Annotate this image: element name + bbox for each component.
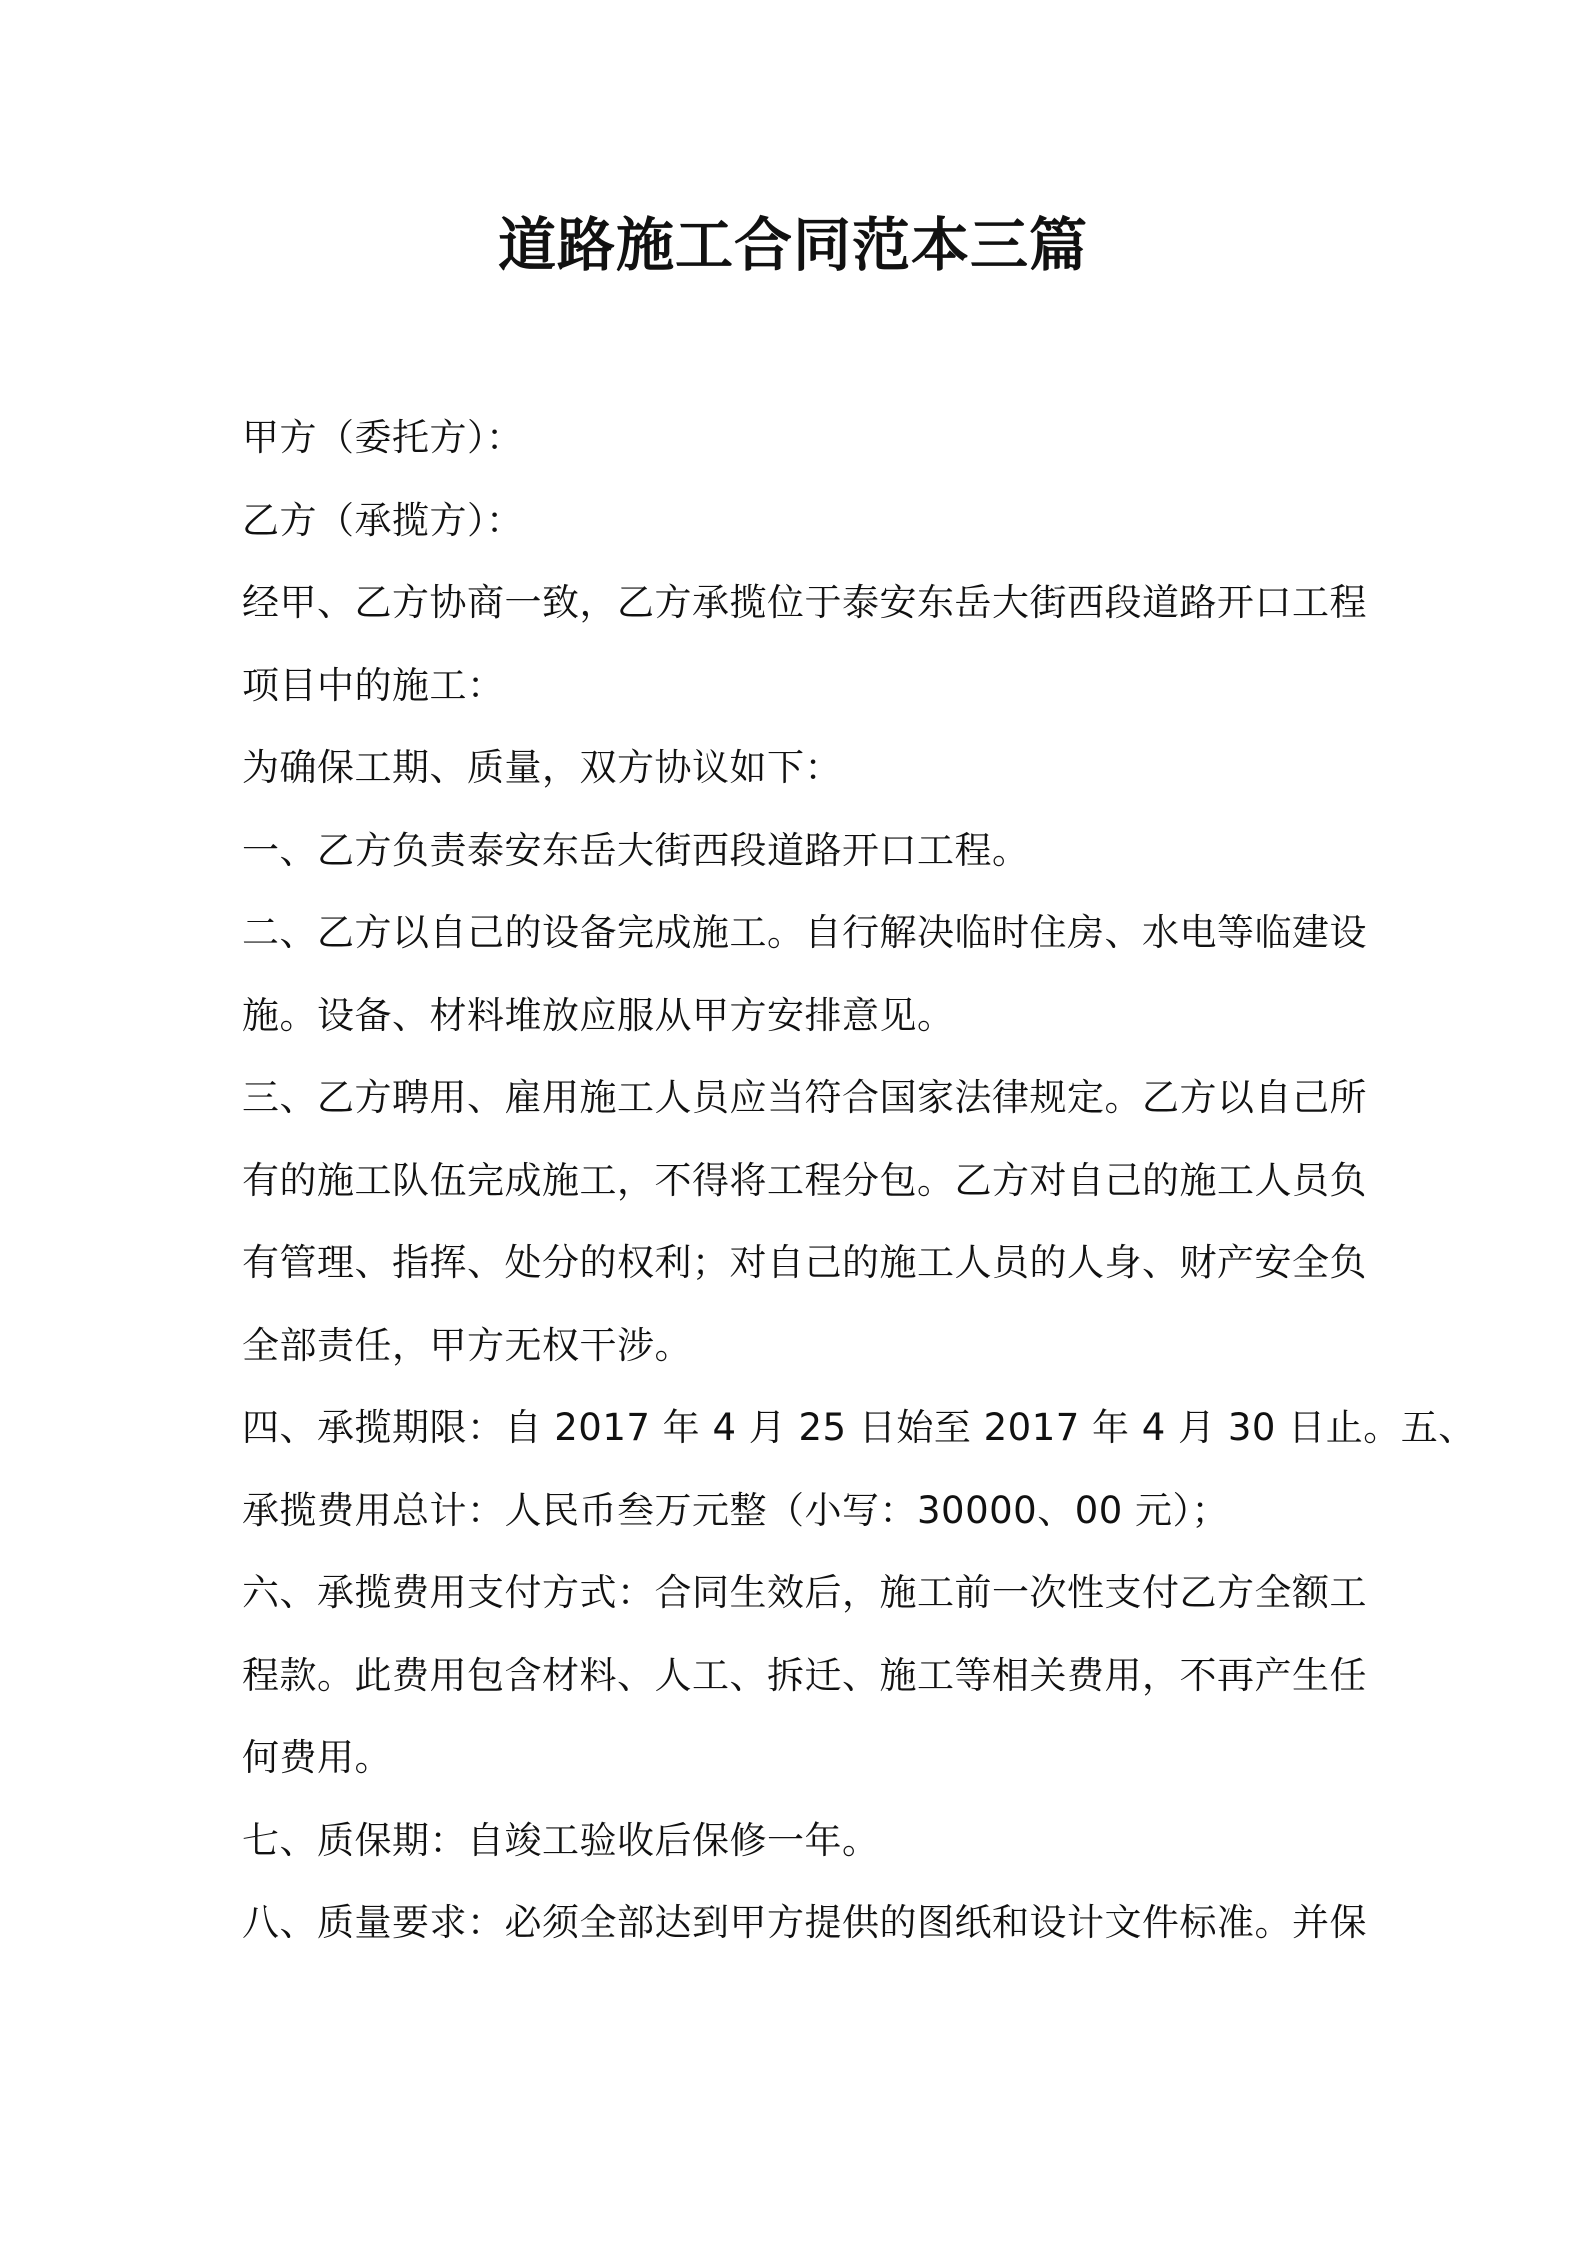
text-line: 七、质保期：自竣工验收后保修一年。 [242, 1818, 880, 1862]
text-line: 全部责任，甲方无权干涉。 [242, 1323, 692, 1367]
text-line: 为确保工期、质量，双方协议如下： [242, 746, 842, 789]
text-line: 一、乙方负责泰安东岳大街西段道路开口工程。 [242, 828, 1030, 872]
text-line: 六、承揽费用支付方式：合同生效后，施工前一次性支付乙方全额工 [242, 1571, 1367, 1614]
text-line: 二、乙方以自己的设备完成施工。自行解决临时住房、水电等临建设 [242, 911, 1367, 954]
text-line: 项目中的施工： [242, 663, 505, 707]
text-line: 甲方（委托方）： [242, 416, 524, 459]
text-line: 程款。此费用包含材料、人工、拆迁、施工等相关费用，不再产生任 [242, 1653, 1367, 1697]
text-line: 经甲、乙方协商一致，乙方承揽位于泰安东岳大街西段道路开口工程 [242, 581, 1367, 624]
text-line: 承揽费用总计：人民币叁万元整（小写：30000、00 元）； [242, 1488, 1230, 1532]
document-title: 道路施工合同范本三篇 [497, 211, 1088, 279]
text-line: 八、质量要求：必须全部达到甲方提供的图纸和设计文件标准。并保 [242, 1901, 1367, 1944]
text-line: 四、承揽期限：自 2017 年 4 月 25 日始至 2017 年 4 月 30 日止。五、 [242, 1406, 1476, 1449]
text-line: 有的施工队伍完成施工，不得将工程分包。乙方对自己的施工人员负 [242, 1158, 1367, 1202]
document-body [242, 397, 1476, 1965]
text-line: 乙方（承揽方）： [242, 498, 524, 542]
text-line: 有管理、指挥、处分的权利；对自己的施工人员的人身、财产安全负 [242, 1241, 1367, 1284]
text-line: 施。设备、材料堆放应服从甲方安排意见。 [242, 993, 955, 1037]
text-line: 三、乙方聘用、雇用施工人员应当符合国家法律规定。乙方以自己所 [242, 1076, 1367, 1119]
text-line: 何费用。 [242, 1736, 392, 1779]
